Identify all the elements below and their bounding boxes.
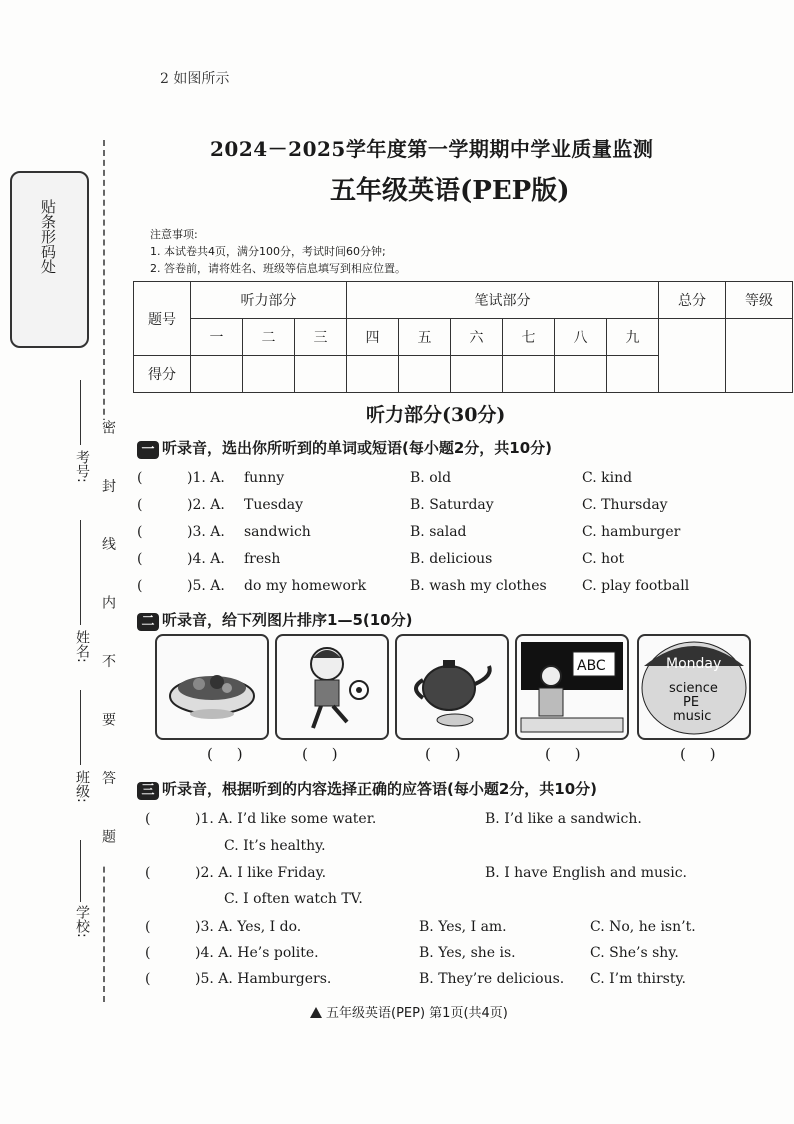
picture-salad-bowl [155, 634, 269, 740]
question-number: 四 [347, 319, 399, 356]
section-2-number: 二 [137, 613, 159, 631]
answer-paren[interactable]: ( [145, 945, 151, 961]
total-score-cell[interactable] [659, 319, 726, 393]
section-2-heading [137, 609, 412, 631]
answer-paren[interactable]: ( [137, 497, 143, 513]
schedule-day: Monday [666, 656, 722, 672]
score-cell[interactable] [243, 356, 295, 393]
question-number: 六 [451, 319, 503, 356]
name-line[interactable] [80, 520, 81, 625]
s1-option-c: C. play football [582, 578, 690, 594]
schedule-subject: science [669, 681, 718, 696]
score-table-row-label: 题号 [134, 282, 191, 356]
score-cell[interactable] [347, 356, 399, 393]
exam-no-line[interactable] [80, 380, 81, 445]
s1-option-c: C. hamburger [582, 524, 681, 540]
s3-option-c: C. No, he isn’t. [590, 919, 696, 935]
s1-option-a: do my homework [244, 578, 367, 594]
picture-answer-5[interactable]: ( ) [680, 745, 716, 763]
exam-no-label: 考号: [74, 450, 90, 483]
s3-question-5 [145, 971, 686, 987]
s3-option-b: B. I’d like a sandwich. [485, 811, 642, 827]
picture-answer-1[interactable]: ( ) [207, 745, 243, 763]
s3-option-c: C. It’s healthy. [224, 838, 326, 854]
section-3-title: 听录音，根据听到的内容选择正确的应答语(每小题2分，共10分) [162, 780, 598, 798]
s3-option-a: )3. A. Yes, I do. [195, 919, 302, 935]
s1-option-c: C. kind [582, 470, 633, 486]
s1-option-a: fresh [244, 551, 281, 567]
question-number: 七 [503, 319, 555, 356]
notice-item-2: 2. 答卷前，请将姓名、班级等信息填写到相应位置。 [150, 262, 406, 275]
s1-option-b: B. salad [410, 524, 467, 540]
s1-question-5 [137, 578, 690, 594]
s1-question-2 [137, 497, 668, 513]
schedule-icon [639, 636, 749, 738]
s1-option-b: B. wash my clothes [410, 578, 547, 594]
answer-paren[interactable]: ( [145, 811, 151, 827]
s3-option-b: B. I have English and music. [485, 865, 688, 881]
section-1-title: 听录音，选出你所听到的单词或短语(每小题2分，共10分) [162, 439, 553, 457]
s1-option-c: C. Thursday [582, 497, 668, 513]
s3-question-4 [145, 945, 679, 961]
s3-question-3 [145, 919, 696, 935]
section-2-title: 听录音，给下列图片排序1—5(10分) [162, 611, 413, 629]
s1-q-number: )5. A. [187, 578, 225, 594]
s1-q-number: )2. A. [187, 497, 225, 513]
s3-question-1 [145, 811, 642, 827]
question-number: 一 [191, 319, 243, 356]
s1-option-b: B. old [410, 470, 452, 486]
picture-answer-4[interactable]: ( ) [545, 745, 581, 763]
question-number: 八 [555, 319, 607, 356]
answer-paren[interactable]: ( [137, 551, 143, 567]
s1-option-a: sandwich [244, 524, 311, 540]
school-label: 学校: [74, 905, 90, 938]
score-table [133, 281, 793, 393]
teapot-icon [397, 636, 507, 738]
s1-question-4 [137, 551, 625, 567]
s3-option-a: )1. A. I’d like some water. [195, 811, 377, 827]
answer-paren[interactable]: ( [145, 865, 151, 881]
listening-header: 听力部分 [191, 282, 347, 319]
teacher-blackboard-icon [517, 636, 627, 738]
logo-triangle-icon [310, 1007, 322, 1018]
s3-option-b: B. They’re delicious. [419, 971, 565, 987]
class-label: 班级: [74, 770, 90, 803]
abc-text: ABC [577, 658, 606, 674]
score-cell[interactable] [295, 356, 347, 393]
s1-q-number: )4. A. [187, 551, 225, 567]
score-cell[interactable] [451, 356, 503, 393]
s3-question-2 [145, 865, 688, 881]
answer-paren[interactable]: ( [145, 971, 151, 987]
notice-heading: 注意事项: [150, 228, 198, 241]
question-number: 五 [399, 319, 451, 356]
s3-option-c: C. She’s shy. [590, 945, 679, 961]
score-cell[interactable] [399, 356, 451, 393]
s1-question-3 [137, 524, 681, 540]
picture-answer-3[interactable]: ( ) [425, 745, 461, 763]
name-label: 姓名: [74, 630, 90, 663]
notice-block [150, 226, 406, 277]
footer-text: 五年级英语(PEP) 第1页(共4页) [326, 1006, 508, 1021]
corner-note: 2 如图所示 [160, 71, 230, 87]
s3-option-a: )2. A. I like Friday. [195, 865, 327, 881]
writing-header: 笔试部分 [347, 282, 659, 319]
s3-option-a: )4. A. He’s polite. [195, 945, 319, 961]
s1-option-a: funny [244, 470, 285, 486]
grade-cell[interactable] [726, 319, 793, 393]
page-footer [310, 1002, 508, 1021]
picture-answer-2[interactable]: ( ) [302, 745, 338, 763]
salad-bowl-icon [157, 636, 267, 738]
section-3-heading [137, 778, 597, 800]
notice-item-1: 1. 本试卷共4页，满分100分，考试时间60分钟; [150, 245, 386, 258]
s1-option-b: B. Saturday [410, 497, 494, 513]
s1-option-a: Tuesday [244, 497, 304, 513]
barcode-label: 贴条形码处 [39, 199, 57, 274]
question-number: 九 [607, 319, 659, 356]
s1-question-1 [137, 470, 633, 486]
boy-football-icon [277, 636, 387, 738]
picture-teacher-abc [515, 634, 629, 740]
question-number: 三 [295, 319, 347, 356]
picture-schedule [637, 634, 751, 740]
s1-q-number: )3. A. [187, 524, 225, 540]
answer-paren[interactable]: ( [145, 919, 151, 935]
answer-paren[interactable]: ( [137, 470, 143, 486]
seal-warning: 密 封 线 内 不 要 答 题 [96, 420, 118, 863]
question-number: 二 [243, 319, 295, 356]
listening-section-title: 听力部分(30分) [366, 404, 506, 426]
picture-teapot [395, 634, 509, 740]
score-cell[interactable] [607, 356, 659, 393]
answer-paren[interactable]: ( [137, 578, 143, 594]
exam-subtitle: 五年级英语(PEP版) [330, 176, 570, 206]
barcode-area [10, 171, 89, 348]
class-line[interactable] [80, 690, 81, 765]
score-cell[interactable] [555, 356, 607, 393]
schedule-subject: music [673, 709, 712, 724]
answer-paren[interactable]: ( [137, 524, 143, 540]
exam-title: 2024－2025学年度第一学期期中学业质量监测 [210, 137, 654, 161]
school-line[interactable] [80, 840, 81, 902]
score-label: 得分 [134, 356, 191, 393]
picture-boy-football [275, 634, 389, 740]
section-1-heading [137, 437, 552, 459]
s3-option-c: C. I’m thirsty. [590, 971, 686, 987]
s3-option-a: )5. A. Hamburgers. [195, 971, 332, 987]
s1-option-b: B. delicious [410, 551, 493, 567]
s3-option-b: B. Yes, I am. [419, 919, 507, 935]
score-cell[interactable] [503, 356, 555, 393]
s1-q-number: )1. A. [187, 470, 225, 486]
section-1-number: 一 [137, 441, 159, 459]
grade-header: 等级 [726, 282, 793, 319]
score-cell[interactable] [191, 356, 243, 393]
s3-option-c: C. I often watch TV. [224, 891, 363, 907]
s3-option-b: B. Yes, she is. [419, 945, 516, 961]
section-3-number: 三 [137, 782, 159, 800]
schedule-subject: PE [683, 695, 700, 710]
s1-option-c: C. hot [582, 551, 625, 567]
total-header: 总分 [659, 282, 726, 319]
